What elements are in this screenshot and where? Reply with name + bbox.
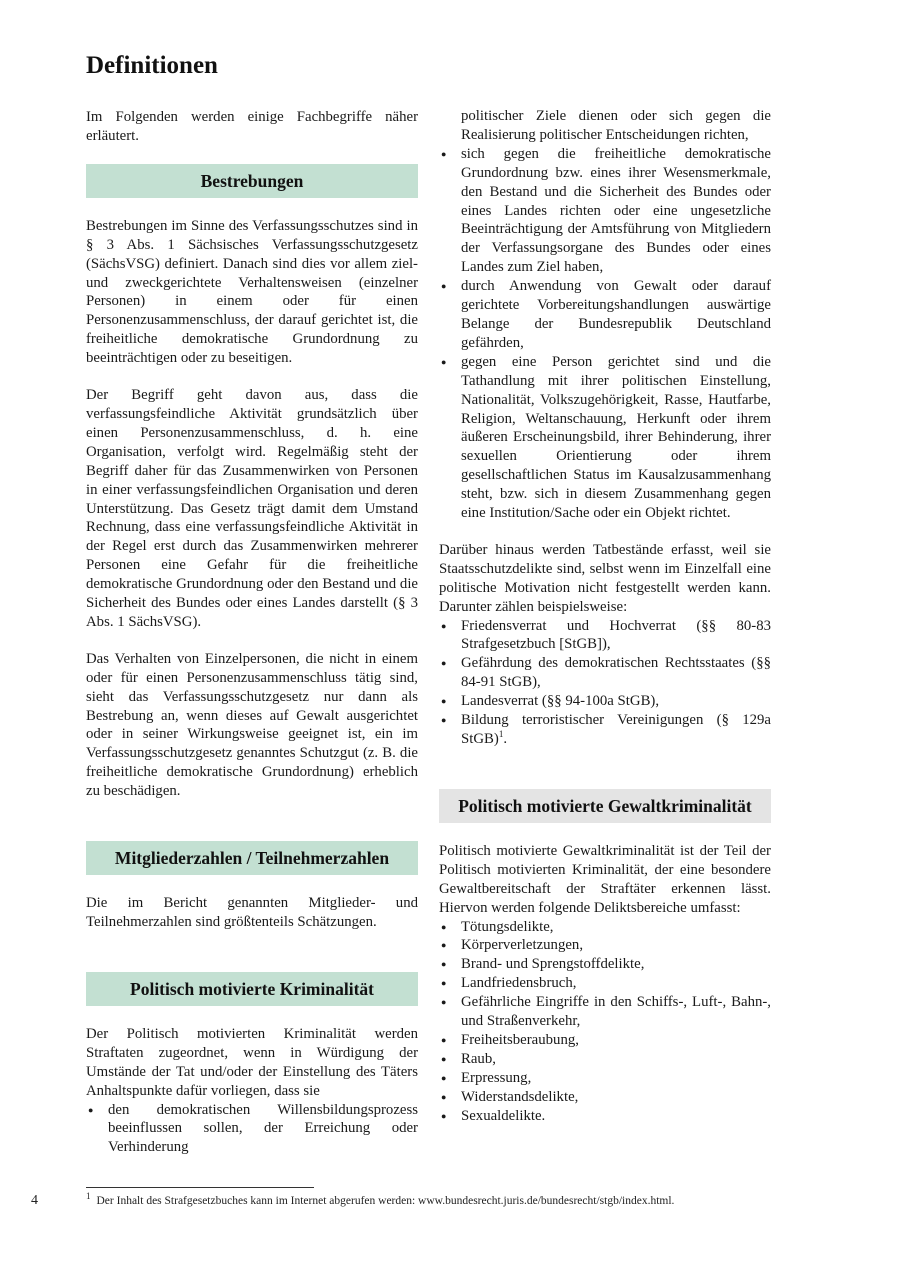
list-item: ● Widerstandsdelikte, bbox=[439, 1088, 771, 1107]
list-item: ● Landesverrat (§§ 94-100a StGB), bbox=[439, 692, 771, 711]
footnote-reference: 1 bbox=[498, 729, 504, 740]
list-item bbox=[439, 711, 771, 749]
pmk-paragraph: Der Politisch motivierten Kriminalität werden Straftaten zugeordnet, wenn in Würdigung der Umstände der Tat und/oder der Einstellung des Täters Anhaltspunkte dafür vorliegen, dass sie bbox=[86, 1025, 418, 1099]
list-item-text: Bildung terroristischer Vereinigungen (§ 129a StGB) bbox=[461, 712, 771, 747]
pmk-criteria-list bbox=[86, 1101, 418, 1158]
list-item: ● Brand- und Sprengstoffdelikte, bbox=[439, 955, 771, 974]
pmk-criteria-list-continued bbox=[439, 145, 771, 523]
footnote-text: Der Inhalt des Strafgesetzbuches kann im Internet abgerufen werden: www.bundesrecht.juris.de/bundesrecht/stgb/index.html. bbox=[96, 1195, 675, 1207]
list-item: ● Gefährliche Eingriffe in den Schiffs-, Luft-, Bahn-, und Straßenverkehr, bbox=[439, 993, 771, 1031]
heading-mitgliederzahlen: Mitgliederzahlen / Teilnehmerzahlen bbox=[86, 841, 418, 875]
bestrebungen-paragraph-2: Der Begriff geht davon aus, dass die verfassungsfeindliche Aktivität grundsätzlich über einen Personenzusammenschluss, d. h. eine Organisation, verfolgt wird. Regelmäßig steht der Begriff daher für das Zusammenwirken von Personen in einer verfassungsfeindlichen Organisation und deren Unterstützung. Das Gesetz trägt damit dem Umstand Rechnung, dass eine verfassungsfeindliche Aktivität in der Regel erst durch das Zusammenwirken mehrerer Personen eine Gefahr für die freiheitliche demokratische Grundordnung oder den Bestand und die Sicherheit des Bundes oder eines Landes darstellt (§ 3 Abs. 1 SächsVSG). bbox=[86, 387, 418, 630]
page-title: Definitionen bbox=[86, 52, 218, 79]
list-item: ● Erpressung, bbox=[439, 1069, 771, 1088]
right-column bbox=[439, 108, 771, 1126]
list-item: ● Tötungsdelikte, bbox=[439, 918, 771, 937]
pmk-bullet-continuation: politischer Ziele dienen oder sich gegen die Realisierung politischer Entscheidungen richten, bbox=[461, 108, 771, 143]
list-item: ● sich gegen die freiheitliche demokratische Grundordnung bzw. eines ihrer Wesensmerkmale, den Bestand und die Sicherheit des Bundes oder eines Landes richten oder eine ungesetzliche Beeinträchtigung der Amtsführung von Mitgliedern der Verfassungsorgane des Bundes oder eines Landes zum Ziel haben, bbox=[439, 145, 771, 277]
staatsschutz-list bbox=[439, 617, 771, 749]
heading-politisch-motivierte-gewaltkriminalitaet: Politisch motivierte Gewaltkriminalität bbox=[439, 789, 771, 823]
list-item: ● den demokratischen Willensbildungsprozess beeinflussen sollen, der Erreichung oder Verhinderung bbox=[86, 1101, 418, 1158]
list-item: ● durch Anwendung von Gewalt oder darauf gerichtete Vorbereitungshandlungen auswärtige Belange der Bundesrepublik Deutschland gefährden, bbox=[439, 277, 771, 353]
footnote-divider bbox=[86, 1187, 314, 1188]
list-item: ● Körperverletzungen, bbox=[439, 936, 771, 955]
gewalt-paragraph: Politisch motivierte Gewaltkriminalität ist der Teil der Politisch motivierten Kriminalität, der eine besondere Gewaltbereitschaft der Straftäter erkennen lässt. Hiervon werden folgende Deliktsbereiche umfasst: bbox=[439, 842, 771, 916]
list-item: ● Raub, bbox=[439, 1050, 771, 1069]
heading-politisch-motivierte-kriminalitaet: Politisch motivierte Kriminalität bbox=[86, 972, 418, 1006]
list-item: ● Sexualdelikte. bbox=[439, 1107, 771, 1126]
heading-bestrebungen: Bestrebungen bbox=[86, 164, 418, 198]
bestrebungen-paragraph-1: Bestrebungen im Sinne des Verfassungsschutzes sind in § 3 Abs. 1 Sächsisches Verfassungsschutzgesetz (SächsVSG) definiert. Danach sind dies vor allem ziel- und zweckgerichtete Verhaltensweisen (einzelner Personen) in einem oder für einen Personenzusammenschluss, der darauf gerichtet ist, die freiheitliche demokratische Grundordnung zu beeinträchtigen oder zu beseitigen. bbox=[86, 217, 418, 367]
list-item-end: . bbox=[503, 731, 508, 747]
list-item: ● Friedensverrat und Hochverrat (§§ 80-83 Strafgesetzbuch [StGB]), bbox=[439, 617, 771, 655]
footnote bbox=[86, 1191, 786, 1208]
staatsschutz-paragraph: Darüber hinaus werden Tatbestände erfasst, weil sie Staatsschutzdelikte sind, selbst wenn im Einzelfall eine politische Motivation nicht festgestellt werden kann. Darunter zählen beispielsweise: bbox=[439, 541, 771, 615]
left-column bbox=[86, 108, 418, 1157]
intro-paragraph: Im Folgenden werden einige Fachbegriffe näher erläutert. bbox=[86, 109, 418, 144]
page-number: 4 bbox=[31, 1193, 38, 1208]
mitgliederzahlen-paragraph: Die im Bericht genannten Mitglieder- und Teilnehmerzahlen sind größtenteils Schätzungen. bbox=[86, 895, 418, 930]
bestrebungen-paragraph-3: Das Verhalten von Einzelpersonen, die nicht in einem oder für einen Personenzusammenschluss tätig sind, sieht das Verfassungsschutzgesetz nur dann als Bestrebung an, wenn dieses auf Gewalt ausgerichtet oder in seiner Wirkungsweise geeignet ist, ein im Verfassungsschutzgesetz genanntes Schutzgut (z. B. die freiheitliche demokratische Grundordnung) erheblich zu beschädigen. bbox=[86, 650, 418, 800]
list-item: ● Landfriedensbruch, bbox=[439, 974, 771, 993]
footnote-marker: 1 bbox=[86, 1191, 91, 1202]
list-item: ● Freiheitsberaubung, bbox=[439, 1031, 771, 1050]
gewalt-deliktsbereiche-list bbox=[439, 918, 771, 1126]
list-item: ● gegen eine Person gerichtet sind und die Tathandlung mit ihrer politischen Einstellung, Nationalität, Volkszugehörigkeit, Rasse, Hautfarbe, Religion, Weltanschauung, Herkunft oder ihrem äußeren Erscheinungsbild, ihrer Behinderung, ihrer sexuellen Orientierung oder ihrem gesellschaftlichen Status im Kausalzusammenhang steht, bzw. sich in diesem Zusammenhang gegen eine Institution/Sache oder ein Objekt richtet. bbox=[439, 353, 771, 523]
list-item: ● Gefährdung des demokratischen Rechtsstaates (§§ 84-91 StGB), bbox=[439, 654, 771, 692]
